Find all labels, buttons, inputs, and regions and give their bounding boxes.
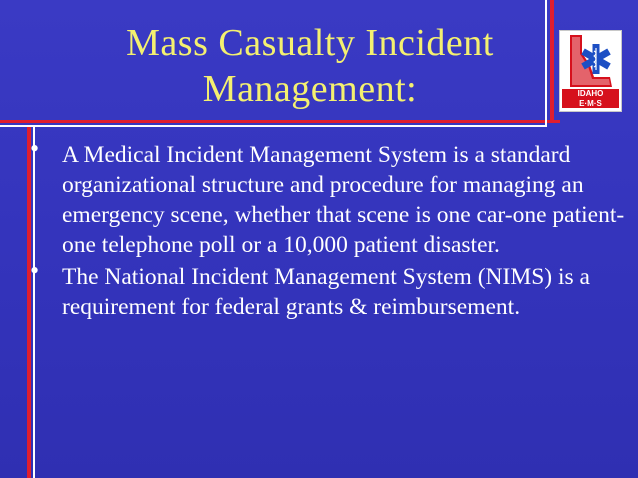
star-of-life-icon xyxy=(560,31,621,91)
white-horizontal-line xyxy=(0,125,547,127)
bullet-dot-icon: • xyxy=(30,134,40,163)
red-vertical-line-right xyxy=(550,0,554,123)
idaho-ems-logo xyxy=(559,30,622,112)
slide-title xyxy=(80,20,540,112)
logo-line-1: IDAHO xyxy=(577,89,604,98)
logo-text xyxy=(562,89,619,108)
bullet-dot-icon: • xyxy=(30,256,40,285)
white-vertical-line-right xyxy=(545,0,547,127)
logo-line-2: E·M·S xyxy=(579,98,602,108)
bullet-item xyxy=(30,134,630,260)
bullet-text: The National Incident Management System (NIMS) is a requirement for federal grants & reimbursement. xyxy=(62,264,590,320)
title-line-1: Mass Casualty Incident xyxy=(126,22,494,64)
bullet-text: A Medical Incident Management System is a standard organizational structure and procedure for managing an emergency scene, whether that scene is one car-one patient-one telephone poll or a 10,000 patient disaster. xyxy=(62,142,625,258)
title-line-2: Management: xyxy=(202,68,418,110)
bullet-item xyxy=(30,256,630,322)
red-horizontal-line xyxy=(0,120,560,123)
bullet-list xyxy=(30,134,630,322)
